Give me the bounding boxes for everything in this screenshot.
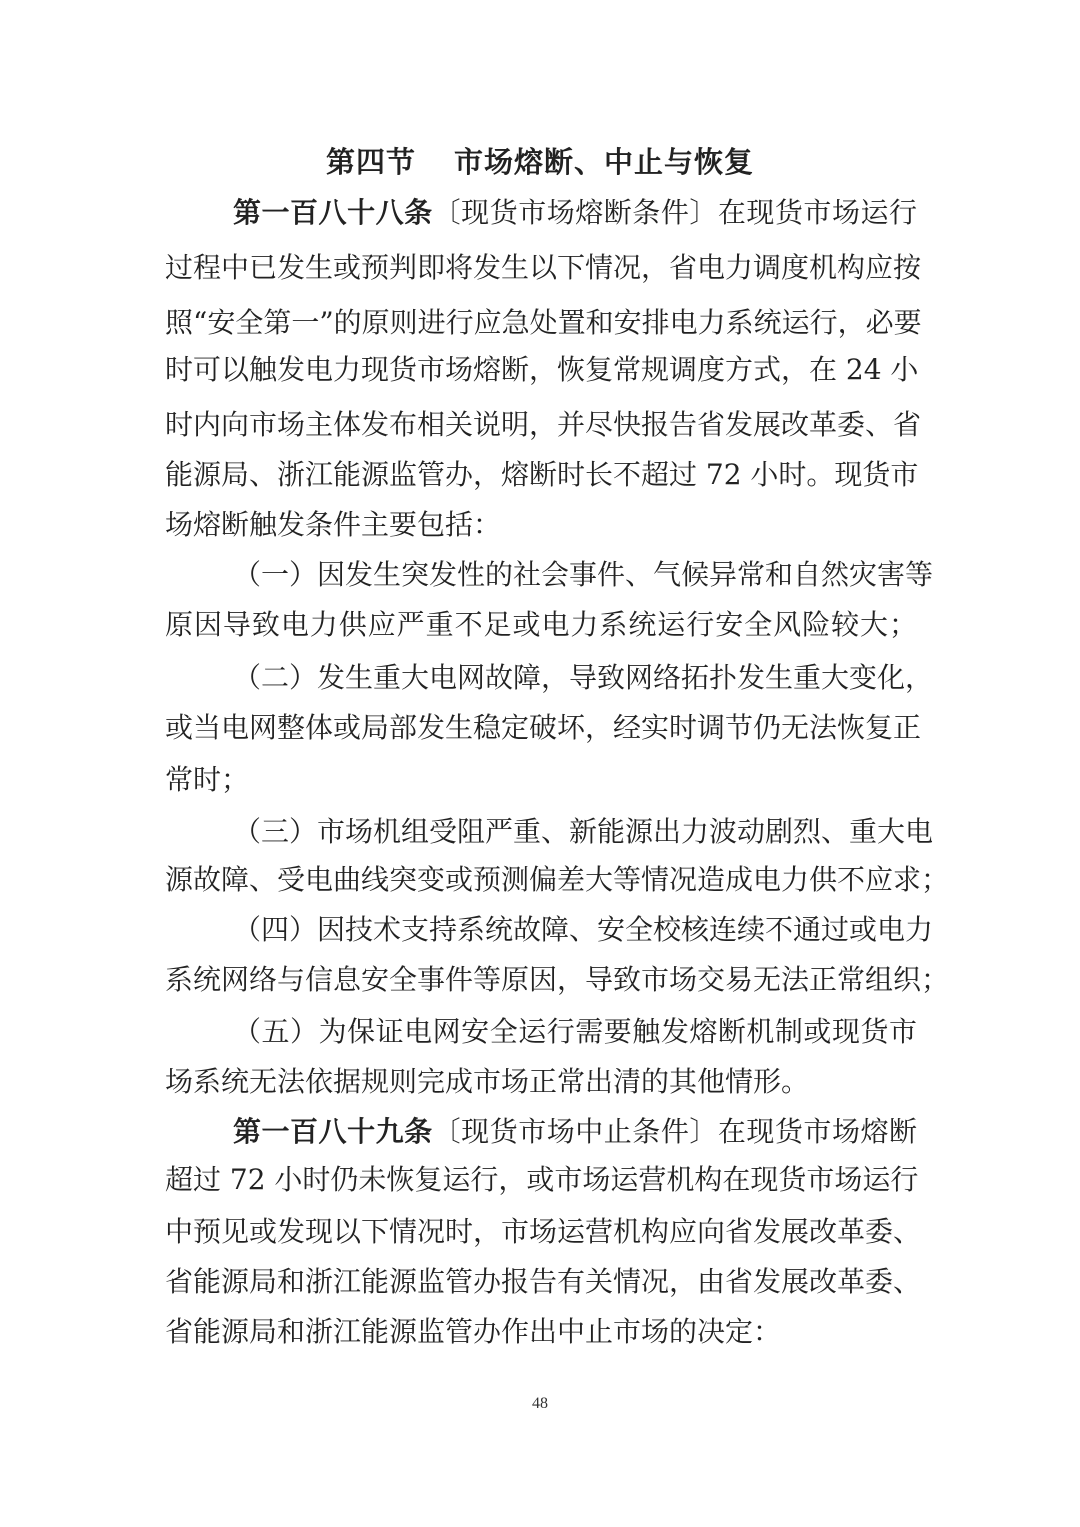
section-label: 第四节 bbox=[325, 145, 416, 179]
article-189-line-1 bbox=[233, 1112, 917, 1152]
list-item-4-line-2: 系统网络与信息安全事件等原因，导致市场交易无法正常组织； bbox=[165, 963, 950, 996]
article-189-line-3: 中预见或发现以下情况时，市场运营机构应向省发展改革委、 bbox=[165, 1215, 922, 1248]
list-item-4-line-1: （四）因技术支持系统故障、安全校核连续不通过或电力 bbox=[233, 913, 934, 946]
article-189-number: 第一百八十九条 bbox=[233, 1115, 433, 1148]
list-item-2-line-1: （二）发生重大电网故障，导致网络拓扑发生重大变化， bbox=[233, 661, 934, 694]
article-188-line-7: 场熔断触发条件主要包括： bbox=[165, 508, 502, 541]
list-item-5-line-2: 场系统无法依据规则完成市场正常出清的其他情形。 bbox=[165, 1065, 810, 1098]
list-item-1-line-2: 原因导致电力供应严重不足或电力系统运行安全风险较大； bbox=[165, 608, 917, 641]
section-heading bbox=[0, 138, 1080, 186]
list-item-1-line-1: （一）因发生突发性的社会事件、气候异常和自然灾害等 bbox=[233, 558, 934, 591]
article-189-line-5: 省能源局和浙江能源监管办作出中止市场的决定： bbox=[165, 1315, 782, 1348]
list-item-3-line-1: （三）市场机组受阻严重、新能源出力波动剧烈、重大电 bbox=[233, 815, 934, 848]
article-188-heading: 〔现货市场熔断条件〕在现货市场运行 bbox=[432, 196, 917, 229]
list-item-3-line-2: 源故障、受电曲线突变或预测偏差大等情况造成电力供不应求； bbox=[165, 863, 950, 896]
article-188-line-2: 过程中已发生或预判即将发生以下情况，省电力调度机构应按 bbox=[165, 251, 922, 284]
article-188-line-3: 照“安全第一”的原则进行应急处置和安排电力系统运行，必要 bbox=[165, 306, 922, 339]
article-188-line-6: 能源局、浙江能源监管办，熔断时长不超过 72 小时。现货市 bbox=[165, 458, 919, 491]
article-188-line-4: 时可以触发电力现货市场熔断，恢复常规调度方式，在 24 小 bbox=[165, 353, 919, 386]
section-title-text: 市场熔断、中止与恢复 bbox=[454, 145, 755, 179]
list-item-2-line-3: 常时； bbox=[165, 763, 250, 796]
article-189-heading: 〔现货市场中止条件〕在现货市场熔断 bbox=[432, 1115, 917, 1148]
article-188-line-1 bbox=[233, 193, 917, 233]
article-188-number: 第一百八十八条 bbox=[233, 196, 433, 229]
article-189-line-2: 超过 72 小时仍未恢复运行，或市场运营机构在现货市场运行 bbox=[165, 1163, 919, 1196]
article-189-line-4: 省能源局和浙江能源监管办报告有关情况，由省发展改革委、 bbox=[165, 1265, 922, 1298]
page-number: 48 bbox=[532, 1395, 548, 1412]
list-item-5-line-1: （五）为保证电网安全运行需要触发熔断机制或现货市 bbox=[233, 1015, 917, 1048]
article-188-line-5: 时内向市场主体发布相关说明，并尽快报告省发展改革委、省 bbox=[165, 408, 922, 441]
list-item-2-line-2: 或当电网整体或局部发生稳定破坏，经实时调节仍无法恢复正 bbox=[165, 711, 922, 744]
